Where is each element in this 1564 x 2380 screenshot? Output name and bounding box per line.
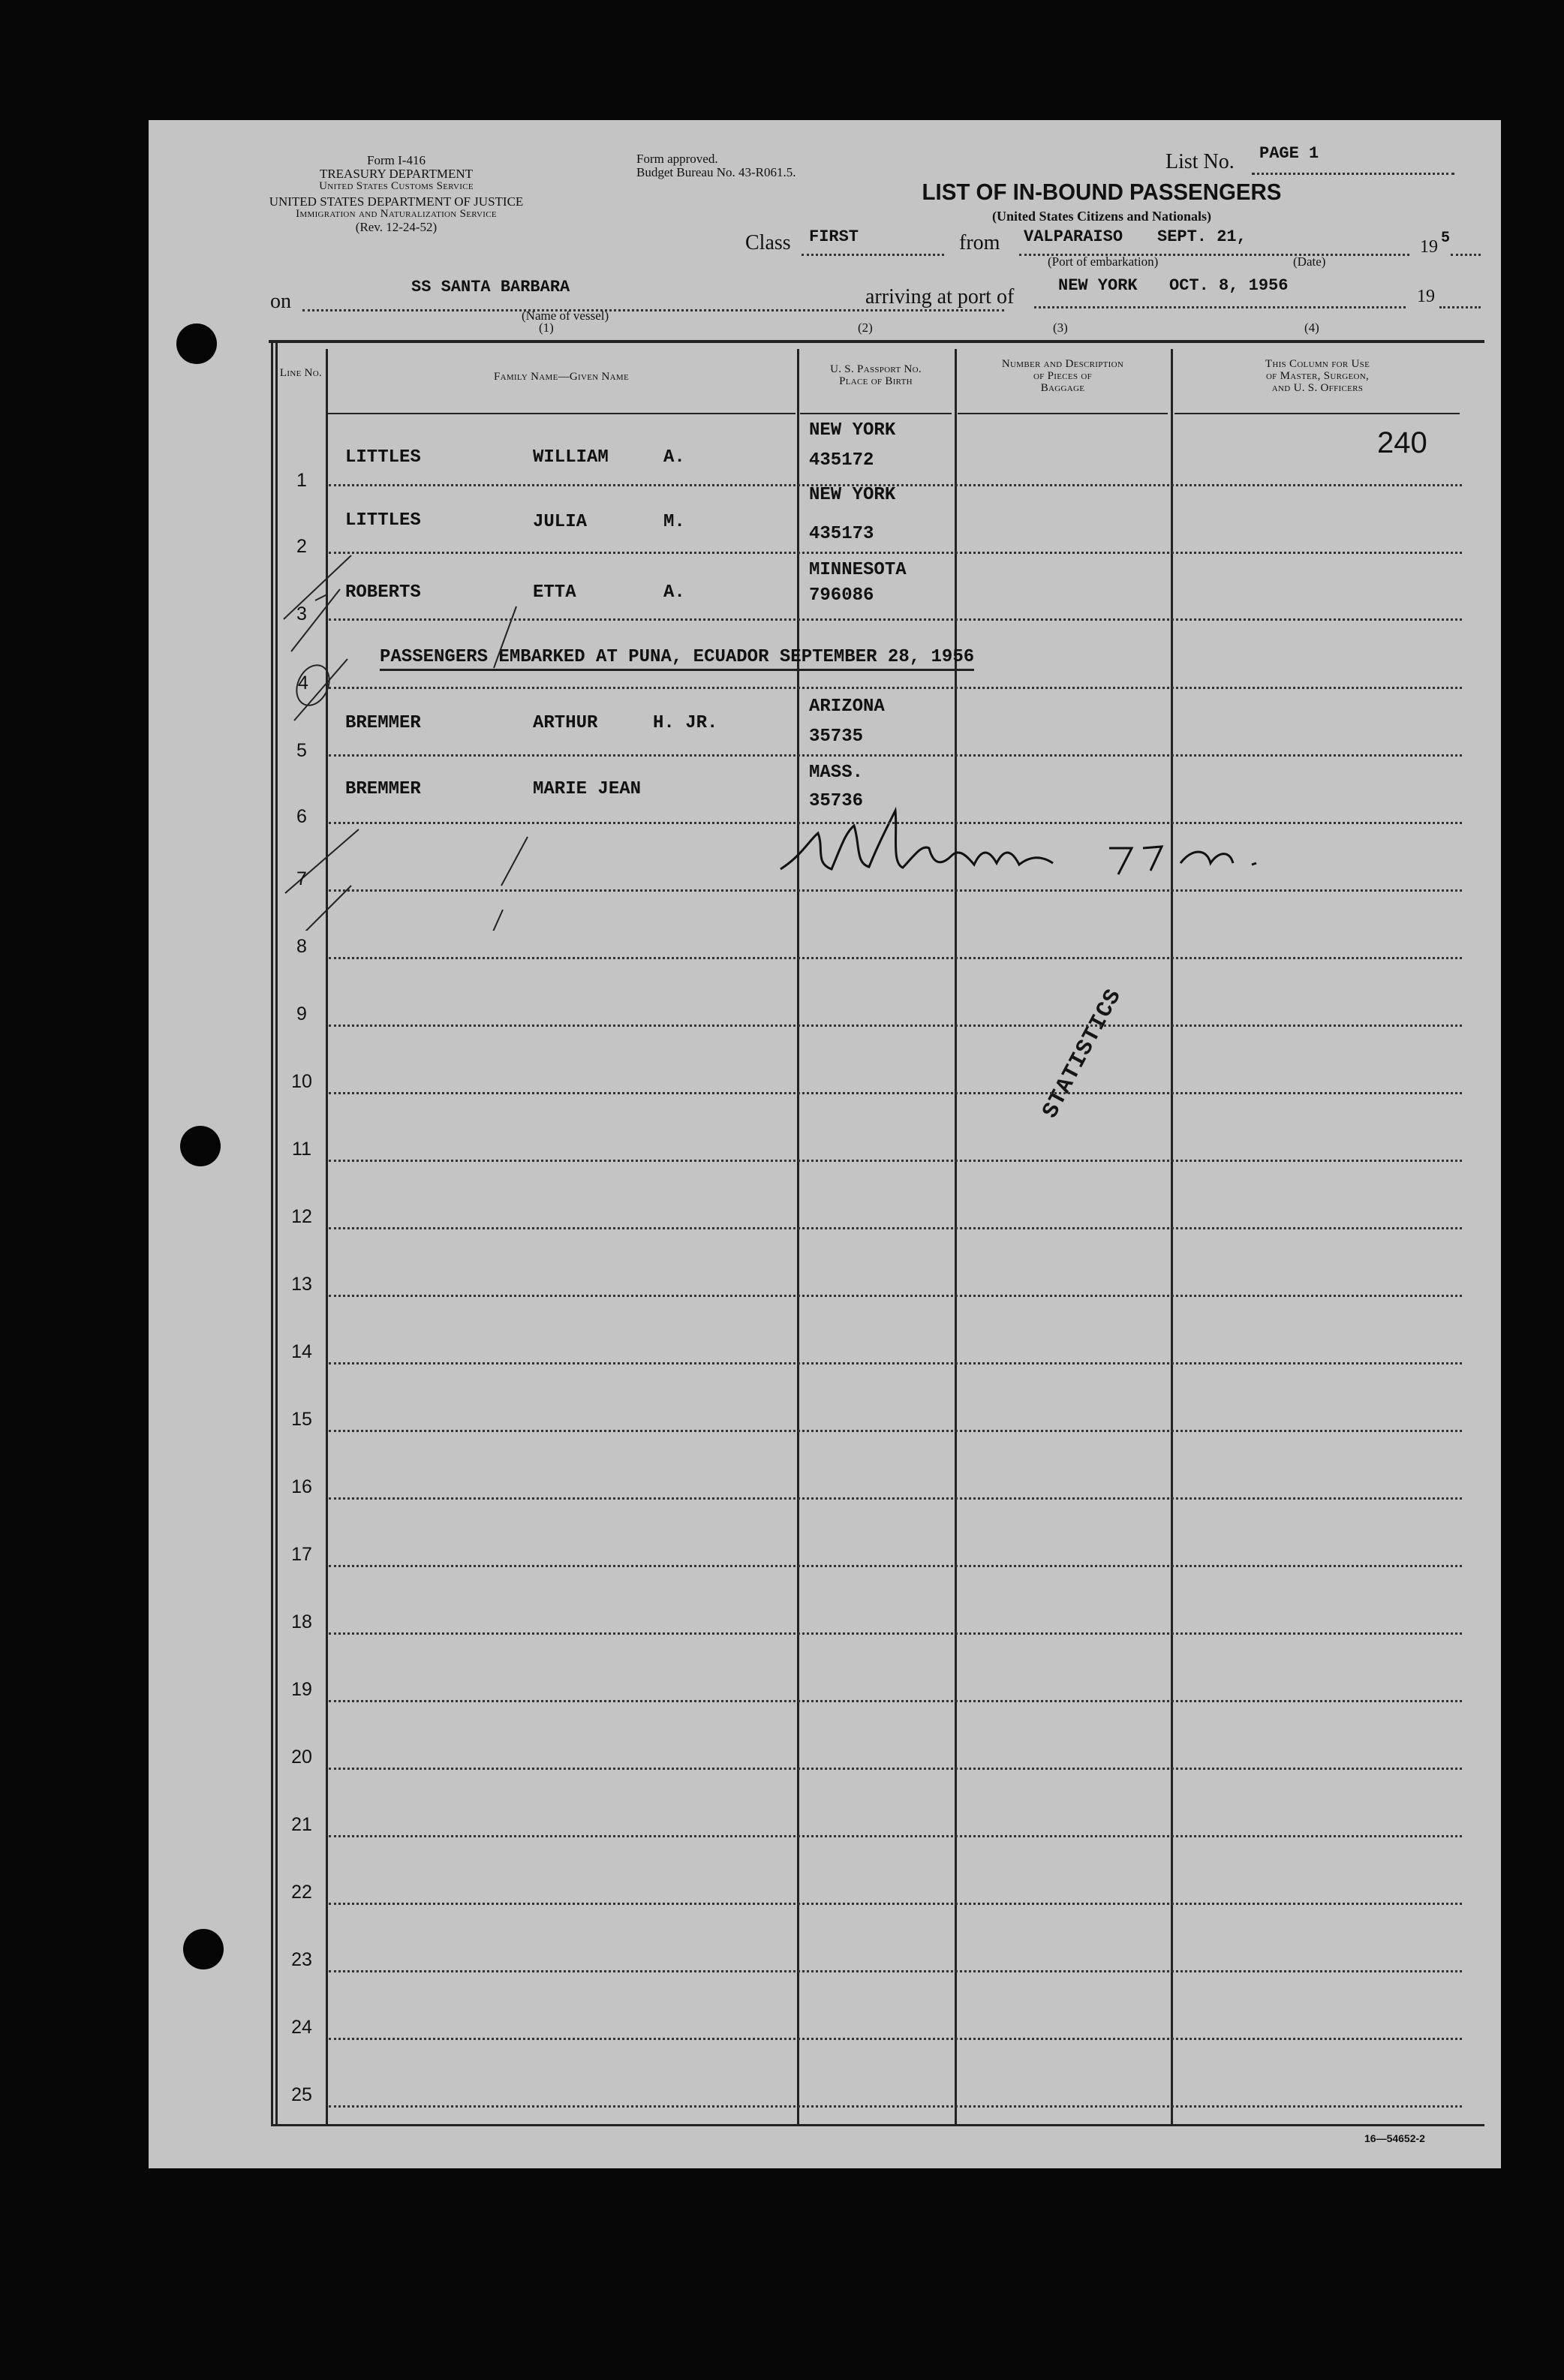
officer-annotation-240: 240 [1377,426,1427,459]
agency-block [261,154,531,234]
row-13-line [329,1295,1462,1297]
header-underline-name [327,413,796,414]
row-10-line [329,1092,1462,1094]
line-number-12: 12 [291,1206,312,1227]
row-8-line [329,957,1462,959]
vessel-caption: (Name of vessel) [522,308,609,323]
arrival-date-value: OCT. 8, 1956 [1169,276,1289,295]
revision-date: (Rev. 12-24-52) [355,220,438,235]
row-5-birthplace: ARIZONA [809,697,885,717]
list-no-value: PAGE 1 [1259,144,1319,163]
line-number-8: 8 [296,936,307,957]
row-1-family: LITTLES [345,447,421,468]
line-number-7: 7 [296,868,307,889]
line-number-16: 16 [291,1476,312,1497]
line-number-25: 25 [291,2084,312,2105]
col-header-baggage-1: Number and Description [1001,358,1124,370]
arrival-port-value: NEW YORK [1058,276,1138,295]
row-22-line [329,1903,1462,1905]
row-4-line [329,687,1462,689]
handwritten-check-marks [269,420,659,931]
row-15-line [329,1430,1462,1432]
line-number-18: 18 [291,1611,312,1632]
row-5-passport: 35735 [809,727,864,747]
col-header-officers-1: This Column for Use [1265,358,1370,370]
row-2-family: LITTLES [345,510,421,531]
line-number-2: 2 [296,536,307,557]
vessel-line [302,309,1004,311]
row-3-family: ROBERTS [345,582,421,603]
caption-3: (3) [1053,320,1068,335]
date-caption: (Date) [1293,254,1326,269]
col-header-officers-3: and U. S. Officers [1271,381,1364,394]
col-header-name: Family Name—Given Name [493,371,630,383]
punch-hole-bottom [183,1929,224,1969]
col-header-passport [799,364,953,388]
row-1-initial: A. [663,447,685,468]
line-number-20: 20 [291,1747,312,1768]
row-1-birthplace: NEW YORK [809,420,896,441]
row-24-line [329,2038,1462,2040]
line-number-23: 23 [291,1949,312,1970]
header-underline-officers [1175,413,1460,414]
row-5-initial: H. JR. [653,713,718,733]
table-bottom-border [272,2124,1484,2126]
caption-1: (1) [539,320,554,335]
col-header-baggage-3: Baggage [1040,381,1085,394]
line-number-3: 3 [296,603,307,624]
name-passport-divider [797,349,799,2124]
line-number-9: 9 [296,1003,307,1025]
arrival-line [1034,306,1406,308]
row-6-birthplace: MASS. [809,763,864,783]
form-title: LIST OF IN-BOUND PASSENGERS [922,179,1282,205]
passport-baggage-divider [955,349,957,2124]
col-header-baggage [956,359,1169,394]
year-prefix: 19 [1420,237,1438,257]
form-subtitle: (United States Citizens and Nationals) [991,209,1211,224]
embarkation-date-value: SEPT. 21, [1157,227,1247,246]
row-2-given: JULIA [533,512,588,532]
officer-signature [771,803,1327,893]
on-label: on [270,290,291,313]
caption-2: (2) [858,320,873,335]
row-6-family: BREMMER [345,779,421,799]
row-6-passport: 35736 [809,791,864,811]
col-header-line-no [278,368,324,380]
line-number-4: 4 [298,672,308,694]
line-number-15: 15 [291,1409,312,1430]
line-number-5: 5 [296,740,307,761]
row-4-embarkation-note: PASSENGERS EMBARKED AT PUNA, ECUADOR SEPTEMBER 28, 1956 [380,647,974,671]
row-20-line [329,1768,1462,1770]
row-14-line [329,1362,1462,1365]
vessel-value: SS SANTA BARBARA [411,278,570,296]
line-number-14: 14 [291,1341,312,1362]
header-underline-baggage [958,413,1168,414]
row-3-birthplace: MINNESOTA [809,560,907,580]
row-5-given: ARTHUR [533,713,598,733]
col-header-passport-1: U. S. Passport No. [830,363,922,375]
row-1-given: WILLIAM [533,447,609,468]
row-17-line [329,1565,1462,1567]
col-header-baggage-2: of Pieces of [1033,369,1093,382]
row-1-line [329,484,1462,486]
row-1-passport: 435172 [809,450,874,471]
arrival-year-prefix: 19 [1417,287,1435,306]
line-number-6: 6 [296,806,307,827]
class-line [802,254,944,256]
from-label: from [959,231,1000,254]
port-embarkation-value: VALPARAISO [1024,227,1123,246]
budget-bureau: Budget Bureau No. 43-R061.5. [636,164,796,179]
row-5-family: BREMMER [345,713,421,733]
arriving-label: arriving at port of [865,285,1015,308]
line-number-13: 13 [291,1274,312,1295]
row-23-line [329,1970,1462,1972]
arrival-year-line [1439,306,1481,308]
row-2-passport: 435173 [809,524,874,544]
row-7-line [329,889,1462,892]
year-suffix: 5 [1441,230,1451,247]
col-header-officers [1173,359,1462,394]
justice-department: UNITED STATES DEPARTMENT OF JUSTICE [269,194,524,209]
baggage-officers-divider [1171,349,1173,2124]
row-3-given: ETTA [533,582,576,603]
row-6-line [329,822,1462,824]
port-embarkation-caption: (Port of embarkation) [1048,254,1159,269]
row-16-line [329,1497,1462,1500]
row-3-passport: 796086 [809,585,874,606]
row-6-given: MARIE JEAN [533,779,642,799]
col-header-officers-2: of Master, Surgeon, [1265,369,1370,382]
customs-service: United States Customs Service [319,179,474,192]
year-line [1451,254,1481,256]
footer-form-code: 16—54652-2 [1364,2132,1425,2144]
class-label: Class [745,231,791,254]
line-number-22: 22 [291,1882,312,1903]
punch-hole-top [176,323,217,364]
row-18-line [329,1632,1462,1635]
line-number-21: 21 [291,1814,312,1835]
row-9-line [329,1025,1462,1027]
row-21-line [329,1835,1462,1837]
line-number-24: 24 [291,2017,312,2038]
header-underline-passport [800,413,952,414]
row-19-line [329,1700,1462,1702]
row-3-line [329,618,1462,621]
statistics-stamp: STATISTICS [1038,985,1128,1123]
approval-block [636,152,796,179]
form-approved: Form approved. [636,152,718,166]
table-top-border [269,340,1484,343]
punch-hole-middle [180,1126,221,1166]
line-number-19: 19 [291,1679,312,1700]
line-number-11: 11 [292,1139,311,1160]
row-25-line [329,2105,1462,2108]
class-value: FIRST [809,227,859,246]
line-number-1: 1 [296,470,307,491]
row-5-line [329,754,1462,757]
row-2-line [329,552,1462,554]
treasury-department: TREASURY DEPARTMENT [319,166,474,181]
row-11-line [329,1160,1462,1162]
list-no-line [1252,173,1454,175]
row-2-initial: M. [663,512,685,532]
col-header-passport-2: Place of Birth [839,375,913,387]
line-number-17: 17 [291,1544,312,1565]
row-12-line [329,1227,1462,1229]
list-no-label: List No. [1165,150,1235,173]
document-page [149,120,1501,2168]
form-number: Form I-416 [367,153,426,167]
col-header-line-no-text: Line No. [279,367,323,379]
row-3-initial: A. [663,582,685,603]
line-number-10: 10 [291,1071,312,1092]
caption-4: (4) [1304,320,1319,335]
immigration-service: Immigration and Naturalization Service [296,208,497,221]
row-2-birthplace: NEW YORK [809,485,896,505]
